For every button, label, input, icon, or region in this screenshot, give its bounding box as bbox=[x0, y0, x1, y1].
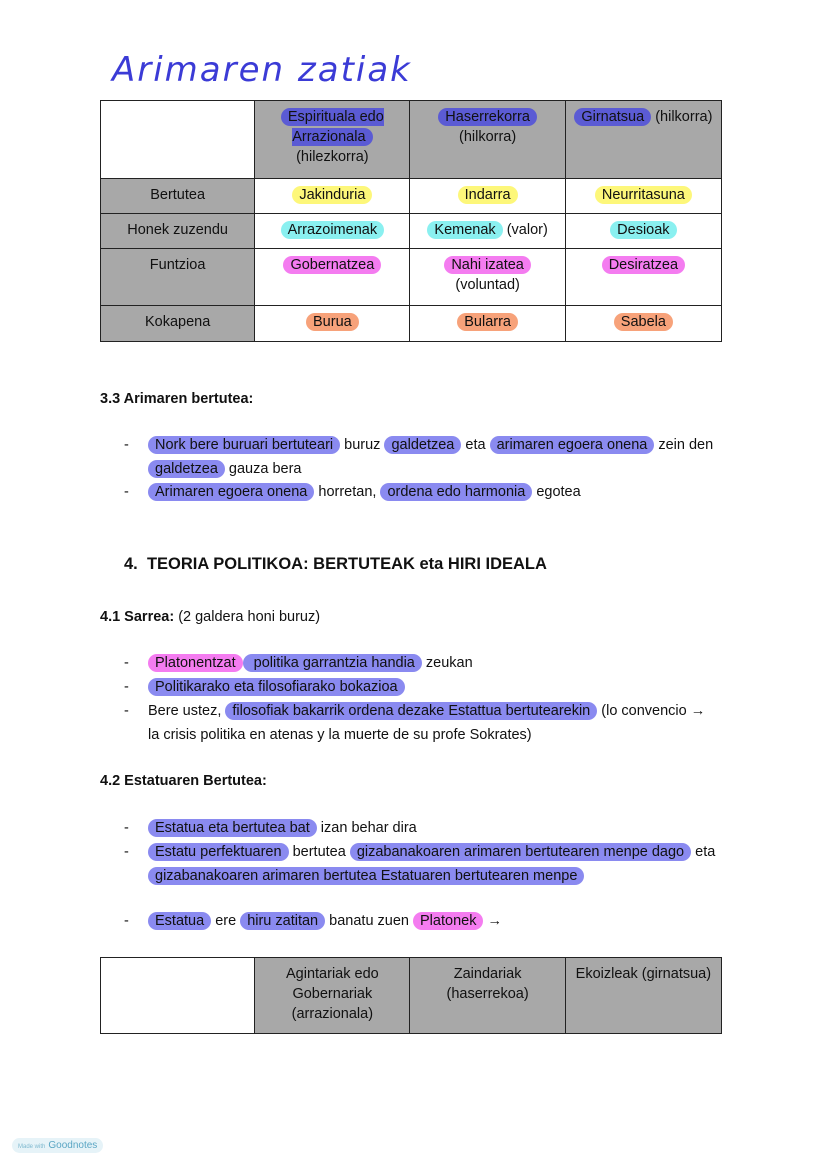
table-cell: Desiratzea bbox=[565, 249, 721, 306]
table-cell: Indarra bbox=[410, 179, 565, 214]
table-cell: Bularra bbox=[410, 306, 565, 342]
header-cell-irascible: Haserrekorra (hilkorra) bbox=[410, 101, 565, 179]
table-cell: Neurritasuna bbox=[565, 179, 721, 214]
row-label-location: Kokapena bbox=[101, 306, 255, 342]
header-cell-guardians: Zaindariak (haserrekoa) bbox=[410, 958, 565, 1034]
section-heading-4-2: 4.2 Estatuaren Bertutea: bbox=[100, 773, 267, 789]
goodnotes-badge: Made with Goodnotes bbox=[12, 1138, 103, 1153]
handwritten-title: Arimaren zatiak bbox=[112, 50, 412, 90]
header-cell-rational: Espirituala edo Arrazionala (hilezkorra) bbox=[255, 101, 410, 179]
table-cell: Desioak bbox=[565, 214, 721, 249]
section-heading-4: 4. TEORIA POLITIKOA: BERTUTEAK eta HIRI IDEALA bbox=[124, 555, 547, 573]
header-cell-rulers: Agintariak edo Gobernariak (arrazionala) bbox=[255, 958, 410, 1034]
table-corner-cell bbox=[101, 101, 255, 179]
row-label-function: Funtzioa bbox=[101, 249, 255, 306]
header-cell-producers: Ekoizleak (girnatsua) bbox=[565, 958, 721, 1034]
table-cell: Jakinduria bbox=[255, 179, 410, 214]
state-classes-table bbox=[100, 957, 722, 1034]
header-cell-appetitive: Girnatsua (hilkorra) bbox=[565, 101, 721, 179]
table-corner-cell bbox=[101, 958, 255, 1034]
table-cell: Kemenak (valor) bbox=[410, 214, 565, 249]
table-cell: Burua bbox=[255, 306, 410, 342]
table-cell: Nahi izatea (voluntad) bbox=[410, 249, 565, 306]
table-cell: Sabela bbox=[565, 306, 721, 342]
table-cell: Arrazoimenak bbox=[255, 214, 410, 249]
section-heading-4-1: 4.1 Sarrea: (2 galdera honi buruz) bbox=[100, 609, 321, 625]
section-heading-3-3: 3.3 Arimaren bertutea: bbox=[100, 391, 254, 407]
row-label-directed: Honek zuzendu bbox=[101, 214, 255, 249]
table-cell: Gobernatzea bbox=[255, 249, 410, 306]
soul-parts-table bbox=[100, 100, 722, 342]
row-label-virtue: Bertutea bbox=[101, 179, 255, 214]
